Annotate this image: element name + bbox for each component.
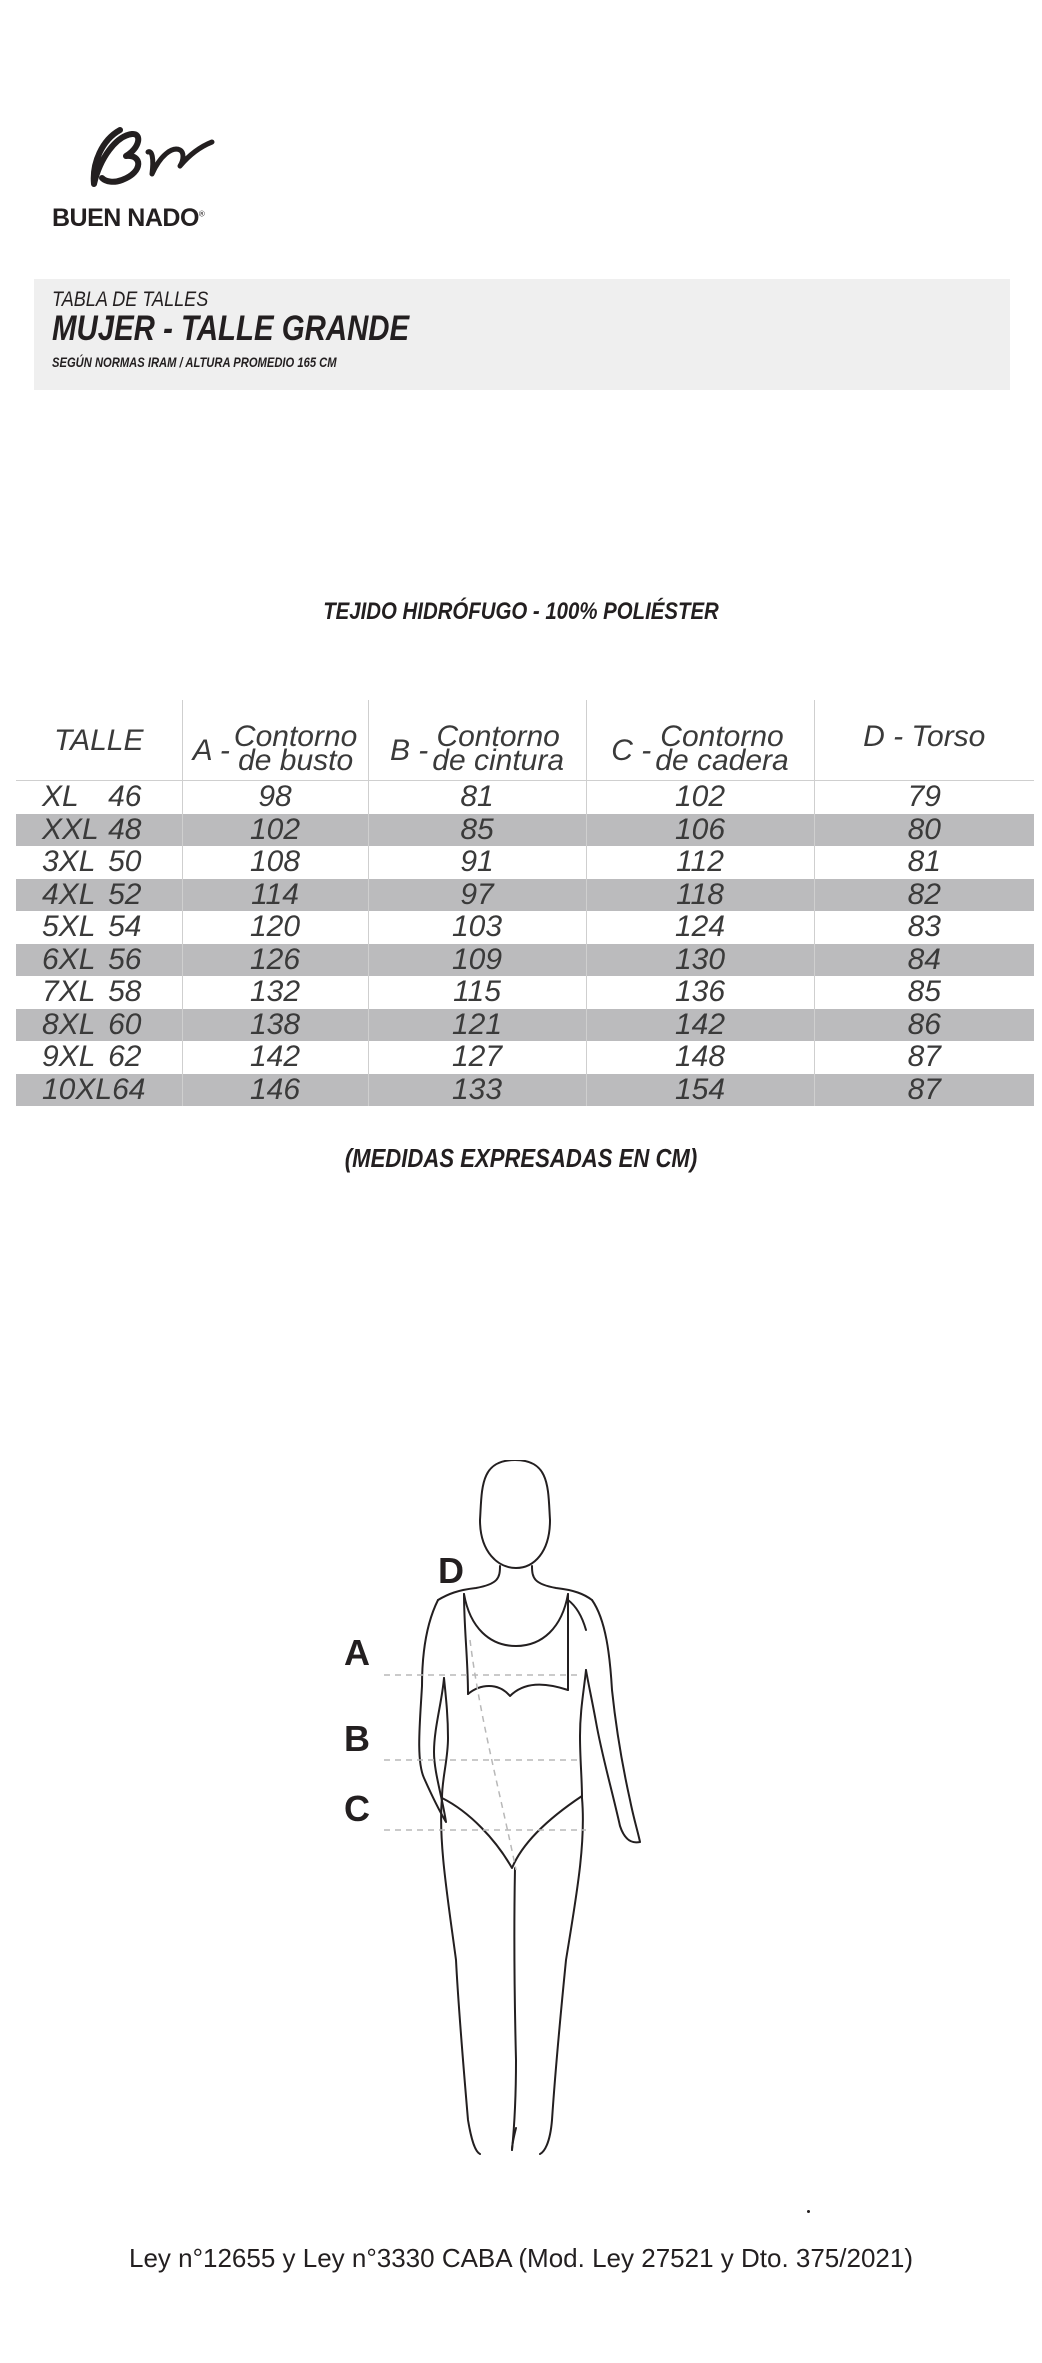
cell-cintura: 109 [368,944,586,977]
title-box [34,279,1010,390]
header-torso: D - Torso [814,700,1034,781]
table-row [16,911,1034,944]
brand-signature-icon [80,118,230,198]
cell-torso: 79 [814,781,1034,814]
cell-talle: 3XL 50 [42,845,142,879]
header-busto: A - Contorno de busto [182,700,368,781]
cell-talle: XL 46 [42,780,142,814]
cell-busto: 102 [182,814,368,847]
label-a: A [344,1632,370,1673]
cell-torso: 82 [814,879,1034,912]
cell-busto: 132 [182,976,368,1009]
table-row [16,1009,1034,1042]
cell-busto: 98 [182,781,368,814]
cell-talle: 6XL 56 [16,944,182,977]
cell-cintura: 133 [368,1074,586,1107]
cell-cadera: 102 [586,781,814,814]
page-title: MUJER - TALLE GRANDE [52,309,410,348]
body-outline-icon [330,1460,710,2180]
table-row [16,846,1034,879]
cell-talle: 4XL 52 [16,879,182,912]
cell-torso: 81 [814,846,1034,879]
cell-busto: 138 [182,1009,368,1042]
brand-logo [52,118,252,238]
cell-cintura: 127 [368,1041,586,1074]
table-row [16,976,1034,1009]
table-row [16,814,1034,847]
cell-talle: 8XL 60 [16,1009,182,1042]
fabric-info: TEJIDO HIDRÓFUGO - 100% POLIÉSTER [323,598,719,625]
cell-cadera: 130 [586,944,814,977]
cell-cintura: 115 [368,976,586,1009]
units-note: (MEDIDAS EXPRESADAS EN CM) [344,1143,698,1173]
cell-torso: 80 [814,814,1034,847]
cell-torso: 85 [814,976,1034,1009]
table-row [16,879,1034,912]
size-rows [16,781,1034,1107]
cell-cadera: 142 [586,1009,814,1042]
cell-cadera: 154 [586,1074,814,1107]
cell-torso: 84 [814,944,1034,977]
cell-busto: 146 [182,1074,368,1107]
cell-talle: XXL 48 [16,814,182,847]
cell-cadera: 106 [586,814,814,847]
cell-torso: 83 [814,911,1034,944]
cell-torso: 87 [814,1041,1034,1074]
cell-cadera: 148 [586,1041,814,1074]
cell-busto: 126 [182,944,368,977]
page-subtitle: SEGÚN NORMAS IRAM / ALTURA PROMEDIO 165 CM [52,354,337,370]
cell-talle: 5XL 54 [42,910,142,944]
dot-mark [807,2210,810,2213]
cell-cintura: 103 [368,911,586,944]
cell-busto: 108 [182,846,368,879]
cell-cadera: 124 [586,911,814,944]
body-figure [330,1460,710,2184]
cell-cadera: 112 [586,846,814,879]
legal-notice: Ley n°12655 y Ley n°3330 CABA (Mod. Ley 27521 y Dto. 375/2021) [129,2243,913,2273]
cell-cintura: 97 [368,879,586,912]
header-cintura: B - Contorno de cintura [368,700,586,781]
label-b: B [344,1718,370,1759]
label-c: C [344,1788,370,1829]
cell-cadera: 118 [586,879,814,912]
cell-cintura: 91 [368,846,586,879]
table-row [16,944,1034,977]
cell-talle: 10XL 64 [16,1074,182,1107]
cell-talle: 7XL 58 [42,975,142,1009]
cell-torso: 86 [814,1009,1034,1042]
cell-cadera: 136 [586,976,814,1009]
table-row [16,781,1034,814]
cell-busto: 120 [182,911,368,944]
label-d: D [438,1550,464,1591]
header-talle: TALLE [16,700,182,781]
header-cadera: C - Contorno de cadera [586,700,814,781]
cell-torso: 87 [814,1074,1034,1107]
table-row [16,1041,1034,1074]
table-row [16,1074,1034,1107]
table-header-row [16,700,1034,781]
cell-talle: 9XL 62 [42,1040,142,1074]
brand-name: BUEN NADO® [52,204,205,232]
cell-busto: 114 [182,879,368,912]
cell-cintura: 121 [368,1009,586,1042]
section-label: TABLA DE TALLES [52,288,209,311]
cell-cintura: 81 [368,781,586,814]
cell-cintura: 85 [368,814,586,847]
cell-busto: 142 [182,1041,368,1074]
size-table [16,700,1034,1106]
